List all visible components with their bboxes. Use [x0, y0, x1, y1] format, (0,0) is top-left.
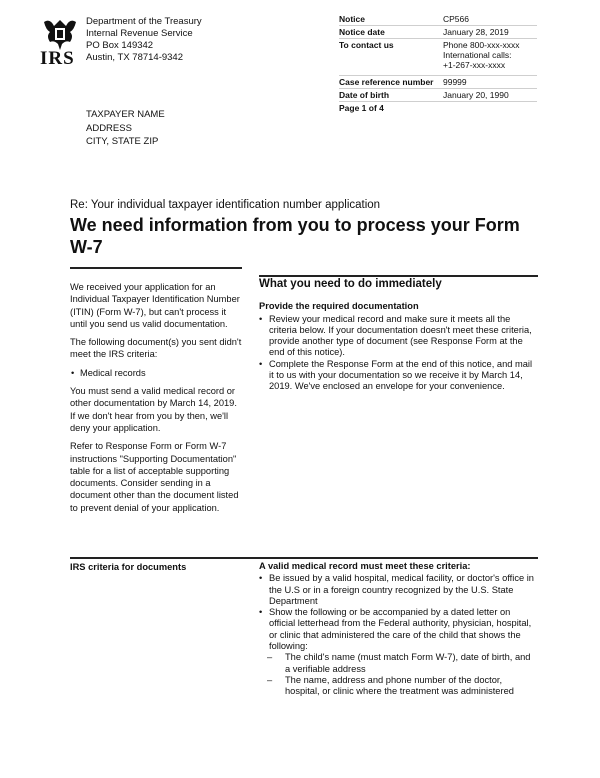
notice-value: 99999 [443, 77, 467, 87]
criteria-list [259, 573, 537, 652]
address-line: TAXPAYER NAME [86, 109, 165, 120]
notice-row [339, 89, 537, 102]
left-column [70, 281, 242, 520]
notice-value: January 28, 2019 [443, 27, 509, 37]
notice-label: Notice date [339, 27, 385, 37]
paragraph: You must send a valid medical record or other documentation by March 14, 2019. If we don't hear from you by then, we'll deny your application. [70, 386, 237, 433]
list-item: • Show the following or be accompanied by a dated letter on official letterhead from the Federal authority, physician, hospital, or clinic that administered the care of the child that shows the following: [259, 607, 537, 652]
sub-list-item: – The name, address and phone number of the doctor, hospital, or clinic where the treatment was administered [259, 675, 537, 698]
notice-row [339, 75, 537, 89]
action-list [259, 314, 537, 393]
notice-label: Date of birth [339, 90, 390, 100]
agency-line: PO Box 149342 [86, 40, 154, 51]
section-divider [259, 275, 538, 277]
intl-phone-number: +1-267-xxx-xxxx [443, 60, 506, 70]
section-divider [70, 267, 242, 269]
phone-number: Phone 800-xxx-xxxx [443, 40, 520, 50]
notice-row [339, 26, 537, 39]
notice-row [339, 13, 537, 26]
notice-info-table [339, 13, 537, 114]
taxpayer-address [86, 108, 165, 149]
paragraph: We received your application for an Individual Taxpayer Identification Number (ITIN) (Form W-7), but can't process it until you send us valid documentation. [70, 282, 240, 329]
notice-row [339, 39, 537, 71]
paragraph: The following document(s) you sent didn't meet the IRS criteria: [70, 337, 242, 360]
logo-text: IRS [40, 48, 75, 69]
notice-value: CP566 [443, 14, 469, 24]
list-item: • Be issued by a valid hospital, medical facility, or doctor's office in the U.S or in a foreign country recognized by the U.S. State Department [259, 573, 537, 607]
section-heading: What you need to do immediately [259, 278, 442, 290]
list-item: • Review your medical record and make sure it meets all the criteria below. If your documentation doesn't meet these criteria, provide another type of document (see Response Form at the end of this notice). [259, 314, 537, 359]
agency-line: Internal Revenue Service [86, 28, 193, 39]
section-divider [70, 557, 538, 559]
notice-label: To contact us [339, 40, 394, 50]
subheading: A valid medical record must meet these criteria: [259, 561, 471, 571]
address-line: CITY, STATE ZIP [86, 136, 159, 147]
agency-line: Department of the Treasury [86, 16, 202, 27]
page-title: We need information from you to process your Form W-7 [70, 215, 520, 257]
list-item: • Medical records [70, 367, 242, 379]
notice-label: Case reference number [339, 77, 434, 87]
sub-list-item: – The child's name (must match Form W-7), date of birth, and a verifiable address [259, 652, 537, 675]
page-number: Page 1 of 4 [339, 103, 384, 113]
criteria-section [259, 561, 537, 698]
list-item: • Complete the Response Form at the end of this notice, and mail it to us with your documentation so we receive it by March 14, 2019. We've enclosed an envelope for your convenience. [259, 359, 537, 393]
criteria-label: IRS criteria for documents [70, 562, 187, 572]
re-line: Re: Your individual taxpayer identification number application [70, 199, 381, 211]
subheading: Provide the required documentation [259, 301, 419, 312]
notice-label: Notice [339, 14, 365, 24]
address-line: ADDRESS [86, 122, 132, 134]
agency-address [86, 16, 202, 64]
notice-value: January 20, 1990 [443, 90, 509, 100]
right-column [259, 279, 537, 393]
paragraph: Refer to Response Form or Form W-7 instructions "Supporting Documentation" table for a list of acceptable supporting documents. Consider sending in a document other than the document listed to prevent denial of your application. [70, 441, 239, 513]
intl-calls-label: International calls: [443, 50, 512, 60]
agency-line: Austin, TX 78714-9342 [86, 52, 184, 63]
irs-logo [40, 16, 80, 68]
notice-value [443, 40, 537, 70]
